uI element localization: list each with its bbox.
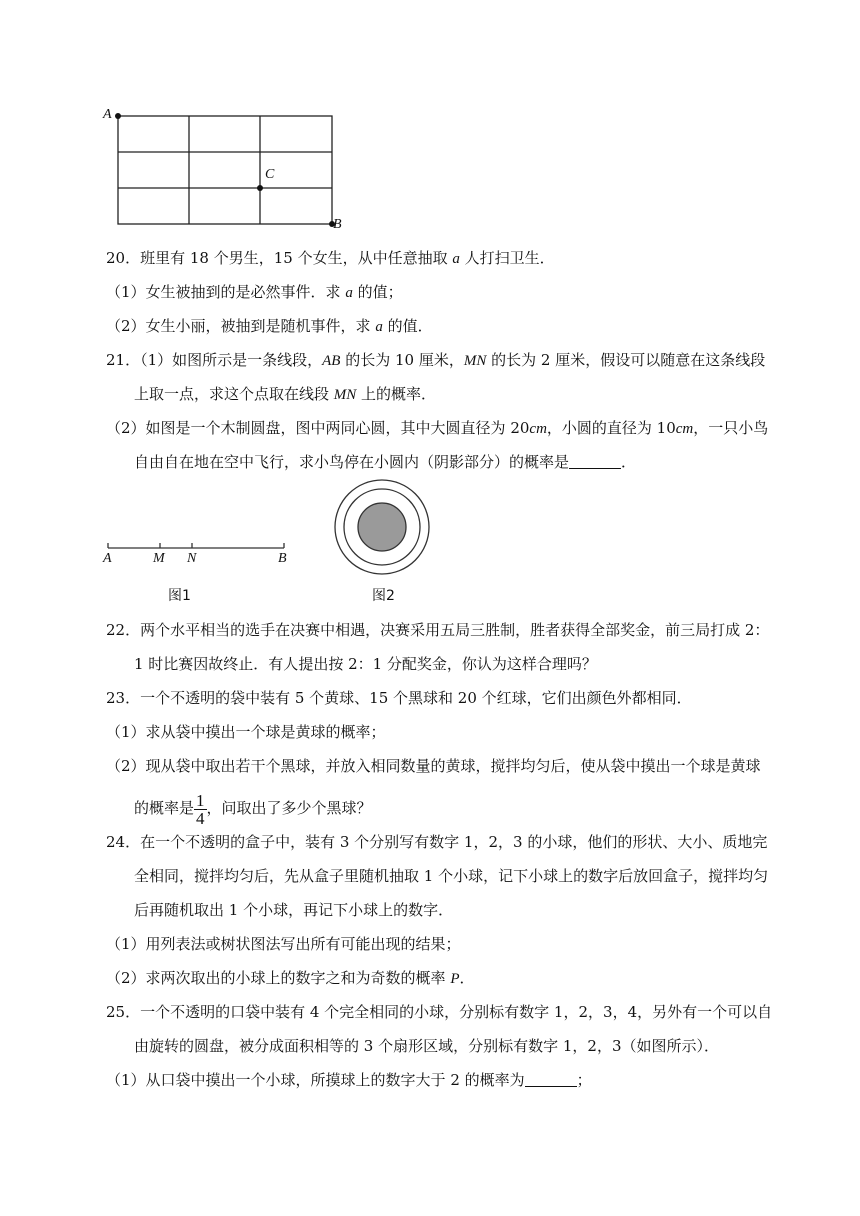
- q24-line-2: 全相同，搅拌均匀后，先从盒子里随机抽取 1 个小球，记下小球上的数字后放回盒子，搅拌均匀: [134, 867, 769, 885]
- point-c: [257, 185, 263, 191]
- q20-part-2: （2）女生小丽，被抽到是随机事件，求 a 的值．: [106, 317, 433, 335]
- q24-line-5: （2）求两次取出的小球上的数字之和为奇数的概率 P．: [106, 969, 475, 987]
- q25-line-3: （1）从口袋中摸出一个小球，所摸球上的数字大于 2 的概率为 ；: [106, 1071, 592, 1089]
- q21-line-1: 21．（1）如图所示是一条线段，AB 的长为 10 厘米，MN 的长为 2 厘米，假设可以随意在这条线段: [106, 351, 766, 369]
- label-a: A: [103, 107, 112, 122]
- q24-line-1: 24．在一个不透明的盒子中，装有 3 个分别写有数字 1，2，3 的小球，他们的形状、大小、质地完: [106, 833, 768, 851]
- q25-line-2: 由旋转的圆盘，被分成面积相等的 3 个扇形区域，分别标有数字 1，2，3（如图所示）．: [134, 1037, 719, 1055]
- segment-figure: [100, 536, 300, 556]
- circle-disk-figure: [334, 479, 430, 575]
- seg-label-a: A: [103, 551, 112, 566]
- q23-line-4: 的概率是 $\frac{1}{4}$ ，问取出了多少个黑球？: [134, 790, 372, 828]
- seg-label-m: M: [153, 551, 165, 566]
- q21-line-4: 自由自在地在空中飞行，求小鸟停在小圆内（阴影部分）的概率是 ．: [134, 453, 637, 471]
- q21-line-3: （2）如图是一个木制圆盘，图中两同心圆，其中大圆直径为 20cm，小圆的直径为 10cm，一只小鸟: [106, 419, 769, 437]
- q22-line-1: 22．两个水平相当的选手在决赛中相遇，决赛采用五局三胜制，胜者获得全部奖金，前三局打成 2：: [106, 621, 770, 639]
- figure-1-caption: 图1: [168, 588, 191, 604]
- point-a: [115, 113, 121, 119]
- q23-line-1: 23．一个不透明的袋中装有 5 个黄球、15 个黑球和 20 个红球，它们出颜色外都相同．: [106, 689, 692, 707]
- seg-label-b: B: [278, 551, 287, 566]
- seg-label-n: N: [187, 551, 197, 566]
- q20-line-1: 20．班里有 18 个男生，15 个女生，从中任意抽取 a 人打扫卫生．: [106, 249, 555, 267]
- q22-line-2: 1 时比赛因故终止．有人提出按 2：1 分配奖金，你认为这样合理吗？: [134, 655, 597, 673]
- q24-line-4: （1）用列表法或树状图法写出所有可能出现的结果；: [106, 935, 461, 953]
- answer-blank: [569, 452, 621, 469]
- q20-part-1: （1）女生被抽到的是必然事件．求 a 的值；: [106, 283, 403, 301]
- q23-line-3: （2）现从袋中取出若干个黑球，并放入相同数量的黄球，搅拌均匀后，使从袋中摸出一个球是黄球: [106, 757, 761, 775]
- label-c: C: [265, 167, 275, 182]
- q24-line-3: 后再随机取出 1 个小球，再记下小球上的数字．: [134, 901, 454, 919]
- q21-line-2: 上取一点，求这个点取在线段 MN 上的概率．: [134, 385, 437, 403]
- fraction-one-quarter: $\frac{1}{4}$: [196, 790, 205, 828]
- q23-line-2: （1）求从袋中摸出一个球是黄球的概率；: [106, 723, 386, 741]
- grid-figure: [100, 105, 350, 235]
- figure-2-caption: 图2: [372, 588, 395, 604]
- label-b: B: [333, 217, 342, 232]
- answer-blank: [525, 1070, 577, 1087]
- q25-line-1: 25．一个不透明的口袋中装有 4 个完全相同的小球，分别标有数字 1，2，3，4，另外有一个可以自: [106, 1003, 773, 1021]
